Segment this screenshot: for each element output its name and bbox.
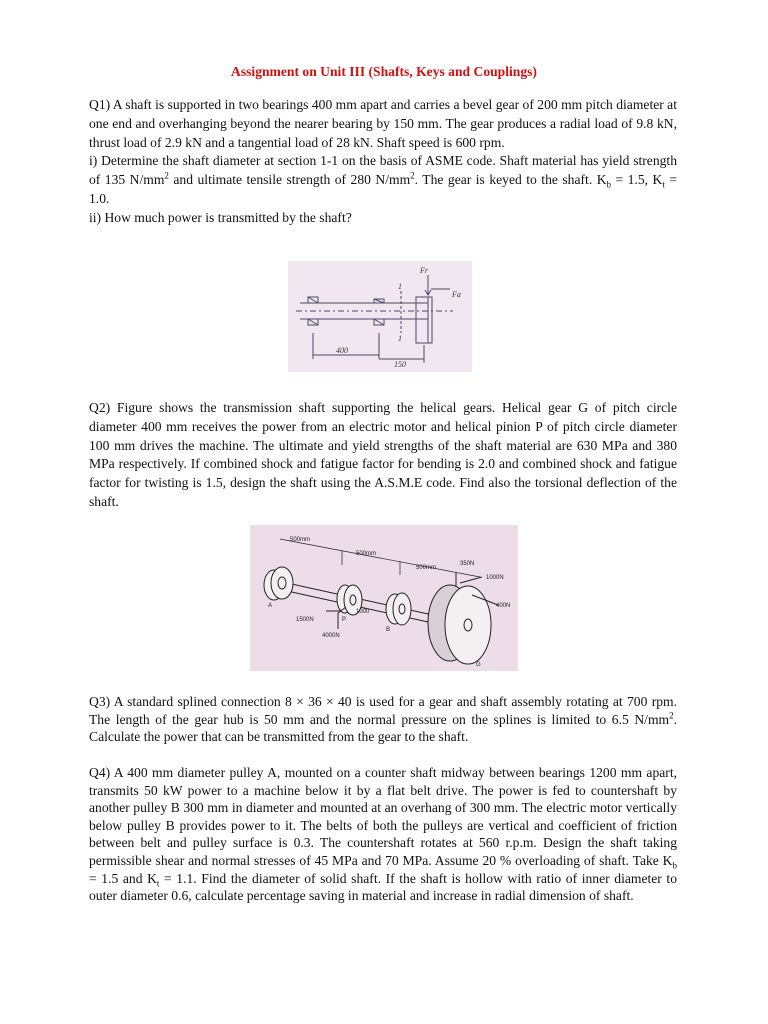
q2-fig-force-1500: 1500N [296, 617, 314, 623]
q1-part-i [89, 152, 677, 208]
q4-block [89, 764, 677, 905]
q2-fig-force-350: 350N [460, 561, 475, 567]
q1-part-i-e: = 1.0. [89, 172, 677, 206]
q1-part-i-c: . The gear is keyed to the shaft. K [414, 172, 607, 188]
q1-fig-label-400: 400 [336, 346, 348, 355]
q1-sub-b: b [606, 179, 612, 190]
q1-part-i-a: i) Determine the shaft diameter at section 1-1 on the basis of ASME code. Shaft material has yield strength of 135 N/mm [89, 153, 677, 188]
q1-figure [288, 261, 472, 372]
q1-part-i-d: = 1.5, K [611, 172, 663, 188]
q1-fig-label-fr: Fr [420, 266, 428, 275]
q1-text: Q1) A shaft is supported in two bearings 400 mm apart and carries a bevel gear of 200 mm pitch diameter at one end and overhanging beyond the nearer bearing by 150 mm. The gear produces a radial load of 9.8 kN, thrust load of 2.9 kN and a tangential load of 28 kN. Shaft speed is 600 rpm. [89, 97, 677, 150]
q4-text-b: = 1.5 and K [89, 870, 157, 886]
q2-text: Q2) Figure shows the transmission shaft supporting the helical gears. Helical gear G of pitch circle diameter 400 mm receives the power from an electric motor and helical pinion P of pitch circle diameter 100 mm drives the machine. The ultimate and yield strengths of the shaft material are 630 MPa and 380 MPa respectively. If combined shock and fatigue factor for bending is 2.0 and combined shock and fatigue factor for twisting is 1.5, design the shaft using the A.S.M.E code. Find also the torsional deflection of the shaft. [89, 400, 677, 509]
q4-sub-b: b [672, 860, 677, 871]
q2-fig-dim-1: 500mm [290, 537, 311, 543]
q2-fig-label-b: B [386, 627, 391, 633]
q1-sup-1: 2 [164, 170, 169, 181]
q2-figure [250, 525, 518, 671]
q3-text-b: . Calculate the power that can be transmitted from the gear to the shaft. [89, 711, 677, 745]
q2-fig-force-4000: 4000N [322, 633, 340, 639]
q3-block [89, 693, 677, 746]
q1-sub-t: t [662, 179, 665, 190]
q2-fig-dim-3: 500mm [416, 565, 437, 571]
q1-fig-label-1b: 1 [398, 334, 402, 343]
q2-fig-label-p: P [342, 617, 347, 623]
q4-sub-t: t [156, 878, 160, 889]
q2-fig-force-1000a: 1000N [486, 575, 504, 581]
q1-part-i-b: and ultimate tensile strength of 280 N/mm [168, 172, 411, 188]
q3-sup: 2 [669, 710, 674, 721]
q3-text-a: Q3) A standard splined connection 8 × 36 × 40 is used for a gear and shaft assembly rotating at 700 rpm. The length of the gear hub is 50 mm and the normal pressure on the splines is limited to 6.5 N/mm [89, 694, 677, 727]
q2-fig-label-g: G [476, 662, 481, 668]
q1-sup-2: 2 [410, 170, 415, 181]
q1-block [89, 96, 677, 228]
q2-block [89, 399, 677, 512]
q2-fig-force-1000b: 1000 [356, 609, 370, 615]
q4-text-a: Q4) A 400 mm diameter pulley A, mounted on a counter shaft midway between bearings 1200 mm apart, transmits 50 kW power to a machine below it by a flat belt drive. The power is fed to countershaft by another pulley B 300 mm in diameter and mounted at an overhang of 300 mm. The electric motor vertically below pulley B provides power to it. The belts of both the pulleys are vertical and coefficient of friction between belt and pulley surface is 0.3. The countershaft rotates at 560 r.p.m. Design the shaft taking permissible shear and normal stresses of 45 MPa and 70 MPa. Assume 20 % overloading of shaft. Take K [89, 765, 677, 868]
assignment-title: Assignment on Unit III (Shafts, Keys and Couplings) [231, 64, 537, 79]
q2-fig-dim-2: 500mm [356, 551, 377, 557]
q2-fig-force-400: 400N [496, 603, 511, 609]
q1-fig-label-1: 1 [398, 282, 402, 291]
q1-part-ii: ii) How much power is transmitted by the shaft? [89, 209, 352, 225]
q4-text-c: = 1.1. Find the diameter of solid shaft. If the shaft is hollow with ratio of inner diameter to outer diameter 0.6, calculate percentage saving in material and increase in radial dimension of shaft. [89, 870, 677, 904]
q1-fig-label-fa: Fa [452, 290, 461, 299]
q2-fig-label-a: A [268, 603, 273, 609]
q1-fig-label-150: 150 [394, 360, 406, 369]
